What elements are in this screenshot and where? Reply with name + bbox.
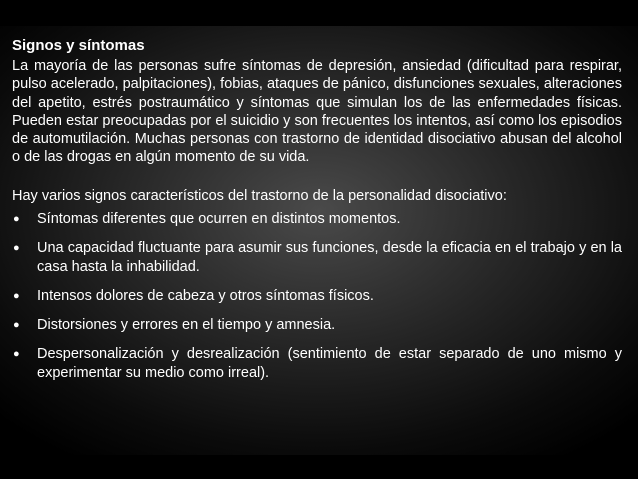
slide-title: Signos y síntomas — [12, 37, 145, 54]
list-item — [12, 287, 622, 306]
body-paragraph: La mayoría de las personas sufre síntomas de depresión, ansiedad (dificultad para respirar, pulso acelerado, palpitaciones), fobias, ataques de pánico, disfunciones sexuales, alteraciones del apetito, estrés postraumático y síntomas que simulan los de las enfermedades físicas. Pueden estar preocupadas por el suicidio y son frecuentes los intentos, así como los episodios de automutilación. Muchas personas con trastorno de identidad disociativo abusan del alcohol o de las drogas en algún momento de su vida. — [12, 58, 622, 166]
list-item-text: Síntomas diferentes que ocurren en distintos momentos. — [37, 210, 401, 227]
list-item — [12, 316, 622, 335]
bullet-dot-icon: ● — [13, 347, 20, 360]
list-item-text: Intensos dolores de cabeza y otros síntomas físicos. — [37, 287, 374, 304]
list-item-text: Despersonalización y desrealización (sentimiento de estar separado de uno mismo y experimentar su medio como irreal). — [37, 345, 622, 381]
signs-list — [12, 210, 622, 383]
list-item — [12, 210, 622, 229]
list-item-text: Distorsiones y errores en el tiempo y amnesia. — [37, 316, 336, 333]
bullet-dot-icon: ● — [13, 241, 20, 254]
list-intro: Hay varios signos característicos del trastorno de la personalidad disociativo: — [12, 187, 507, 204]
list-item — [12, 239, 622, 277]
bullet-dot-icon: ● — [13, 318, 20, 331]
bullet-dot-icon: ● — [13, 289, 20, 302]
slide-content — [12, 36, 622, 393]
bottom-black-band — [0, 455, 638, 479]
list-item-text: Una capacidad fluctuante para asumir sus funciones, desde la eficacia en el trabajo y en la casa hasta la inhabilidad. — [37, 239, 622, 275]
top-black-band — [0, 0, 638, 26]
list-item — [12, 345, 622, 383]
bullet-dot-icon: ● — [13, 212, 20, 225]
